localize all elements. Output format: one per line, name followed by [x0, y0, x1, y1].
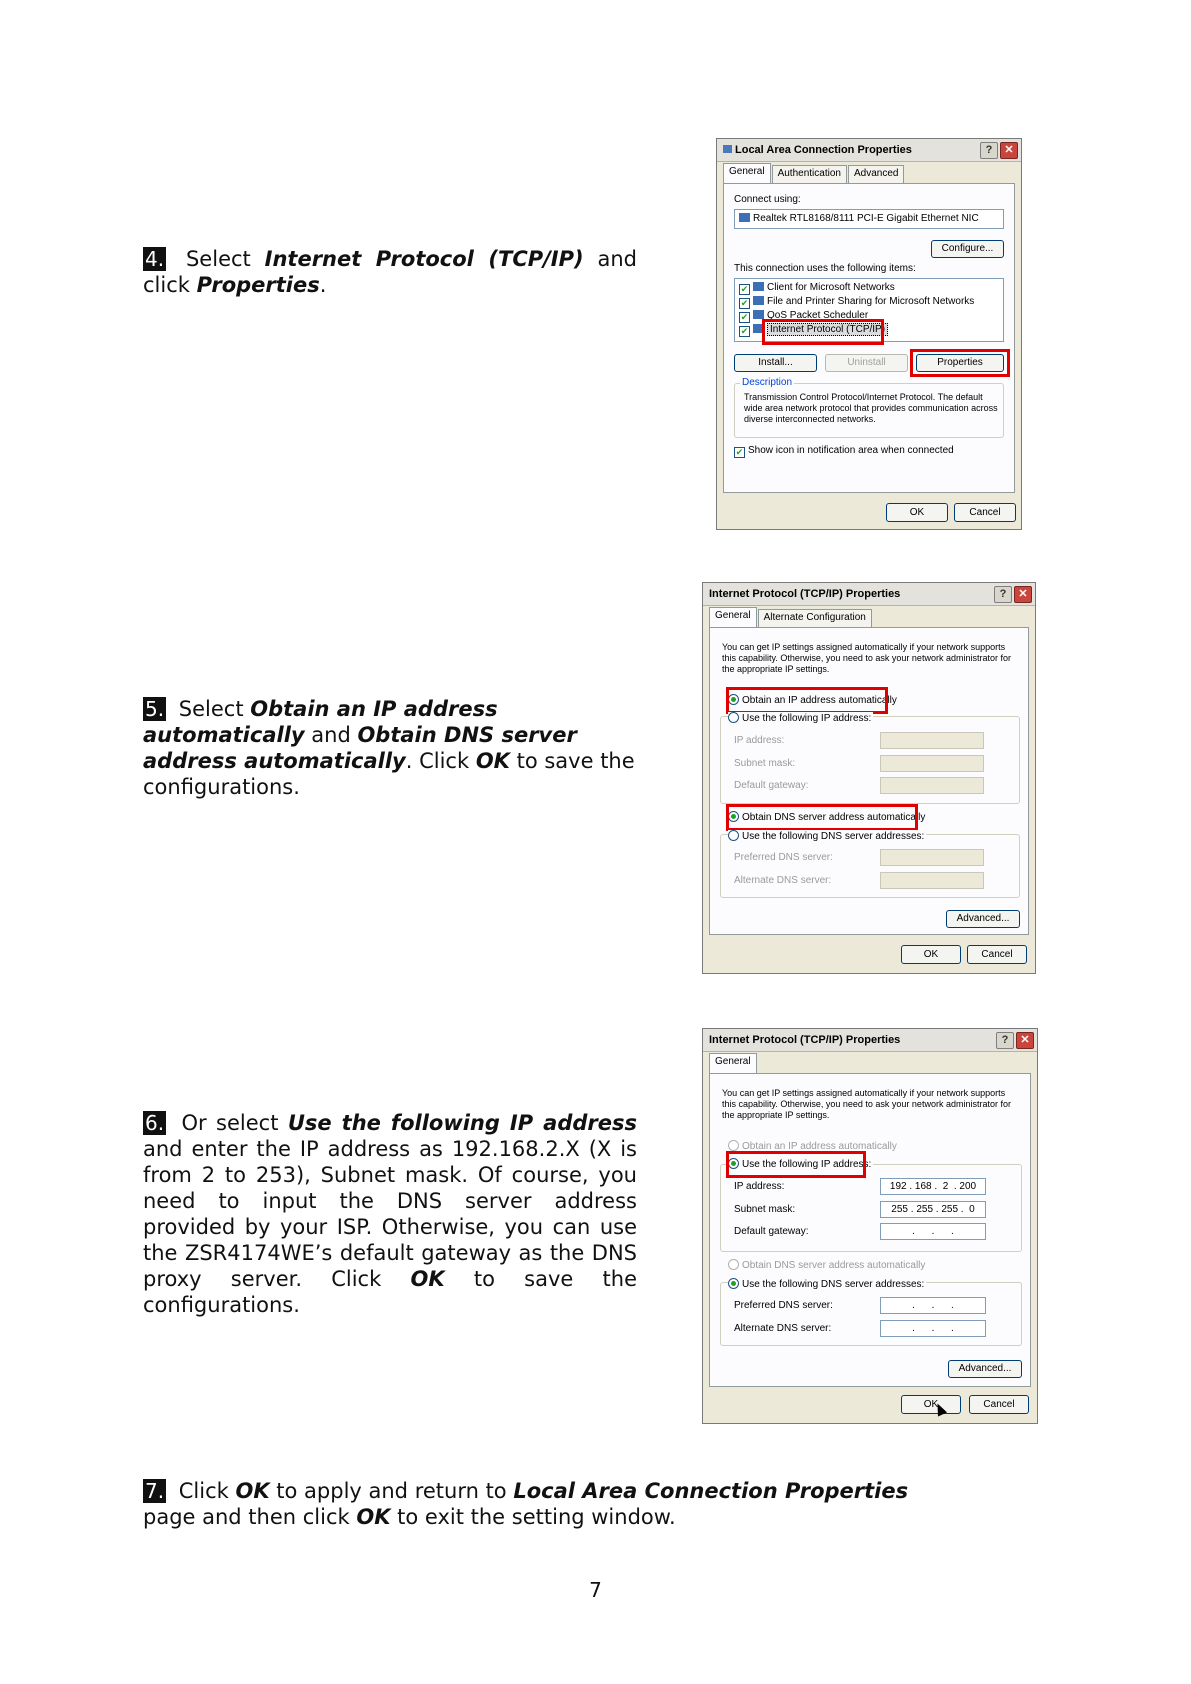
use-dns-radio[interactable]: Use the following DNS server addresses: [728, 1278, 926, 1290]
adapter-field: Realtek RTL8168/8111 PCI-E Gigabit Ethernet NIC [734, 209, 1004, 229]
radio-selected[interactable] [728, 1278, 739, 1289]
step-6-number: 6. [145, 1111, 165, 1135]
client-icon [753, 282, 764, 291]
alternate-dns-label: Alternate DNS server: [734, 1323, 832, 1334]
subnet-mask-field[interactable] [880, 755, 984, 772]
tcpip-properties-dialog-static [702, 1028, 1038, 1424]
step-5-number: 5. [145, 697, 165, 721]
dialog-titlebar: Internet Protocol (TCP/IP) Properties ? ✕ [703, 1029, 1037, 1052]
list-item-tcpip[interactable]: ✔ Internet Protocol (TCP/IP) [739, 324, 888, 337]
help-button[interactable]: ? [994, 586, 1012, 603]
tab-authentication[interactable]: Authentication [772, 165, 847, 183]
step-4-text: 4. Select Internet Protocol (TCP/IP) and click Properties. [143, 247, 638, 297]
step-7-number: 7. [145, 1479, 165, 1503]
network-icon [723, 145, 732, 153]
list-item[interactable]: ✔ File and Printer Sharing for Microsoft Networks [740, 296, 975, 308]
qos-icon [753, 310, 764, 319]
default-gateway-field[interactable] [880, 777, 984, 794]
ip-address-label: IP address: [734, 735, 785, 746]
cancel-button[interactable]: Cancel [969, 1395, 1029, 1414]
default-gateway-label: Default gateway: [734, 1226, 809, 1237]
help-button[interactable]: ? [980, 142, 998, 159]
checkbox[interactable]: ✔ [740, 326, 749, 336]
default-gateway-label: Default gateway: [734, 780, 809, 791]
tcpip-properties-dialog-auto [702, 582, 1036, 974]
preferred-dns-field[interactable] [880, 849, 984, 866]
connect-using-label: Connect using: [734, 194, 801, 205]
highlight-obtain-dns [726, 804, 918, 831]
checkbox[interactable]: ✔ [735, 447, 744, 457]
obtain-ip-radio[interactable]: Obtain an IP address automatically [728, 694, 897, 706]
general-panel [723, 183, 1015, 493]
tab-advanced[interactable]: Advanced [848, 165, 904, 183]
page-number: 7 [589, 1578, 602, 1602]
subnet-mask-field[interactable]: 255 . 255 . 255 . 0 [880, 1201, 986, 1218]
dialog-titlebar: Local Area Connection Properties ? ✕ [717, 139, 1021, 162]
internet-protocol-term: Internet Protocol (TCP/IP) [264, 247, 584, 271]
ok-button[interactable]: OK [901, 1395, 961, 1414]
properties-term: Properties [196, 273, 320, 297]
highlight-use-ip [726, 1151, 866, 1178]
adapter-icon [739, 213, 750, 222]
subnet-mask-label: Subnet mask: [734, 758, 796, 769]
description-text: Transmission Control Protocol/Internet Protocol. The default wide area network protocol that provides communication across diverse interconnected networks. [744, 392, 998, 424]
uninstall-button[interactable]: Uninstall [825, 354, 908, 372]
alternate-dns-field[interactable] [880, 872, 984, 889]
radio-unselected[interactable] [728, 1140, 739, 1151]
subnet-mask-label: Subnet mask: [734, 1204, 796, 1215]
preferred-dns-field[interactable]: . . . [880, 1297, 986, 1314]
ok-button[interactable]: OK [886, 503, 948, 522]
properties-button[interactable]: Properties [916, 354, 1004, 372]
dialog-titlebar: Internet Protocol (TCP/IP) Properties ? ✕ [703, 583, 1035, 606]
close-button[interactable]: ✕ [1016, 1032, 1034, 1049]
advanced-button[interactable]: Advanced... [946, 910, 1020, 928]
general-panel [709, 1073, 1031, 1387]
close-button[interactable]: ✕ [1000, 142, 1018, 159]
show-icon-option[interactable]: ✔ Show icon in notification area when connected [735, 445, 954, 457]
intro-text: You can get IP settings assigned automatically if your network supports this capability. Otherwise, you need to ask your network administrator for the appropriate IP settings. [722, 1088, 1011, 1120]
step-4-number: 4. [145, 247, 165, 271]
cancel-button[interactable]: Cancel [967, 945, 1027, 964]
step-5-text: 5. Select Obtain an IP address automatically and Obtain DNS server address automatically. Click OK to save the configurations. [143, 697, 635, 799]
tab-general[interactable]: General [723, 163, 771, 183]
use-ip-radio[interactable]: Use the following IP address: [728, 712, 873, 724]
advanced-button[interactable]: Advanced... [948, 1360, 1022, 1378]
local-area-connection-dialog [716, 138, 1022, 530]
highlight-tcpip [762, 319, 884, 345]
alternate-dns-label: Alternate DNS server: [734, 875, 832, 886]
description-label: Description [742, 377, 793, 388]
ok-button[interactable]: OK [901, 945, 961, 964]
use-dns-radio[interactable]: Use the following DNS server addresses: [728, 830, 926, 842]
step-6-text: 6. Or select Use the following IP address and enter the IP address as 192.168.2.X (X is from 2 to 253), Subnet mask. Of course, you need to input the DNS server address provided by your ISP. Otherwise, you can use the ZSR4174WE’s default gateway as the DNS proxy server. Click OK to save the configurations. [143, 1111, 637, 1317]
intro-text: You can get IP settings assigned automatically if your network supports this capability. Otherwise, you need to ask your network administrator for the appropriate IP settings. [722, 642, 1011, 674]
checkbox[interactable]: ✔ [740, 298, 749, 308]
sharing-icon [753, 296, 764, 305]
preferred-dns-label: Preferred DNS server: [734, 1300, 833, 1311]
checkbox[interactable]: ✔ [740, 312, 749, 322]
tab-general[interactable]: General [709, 607, 757, 627]
general-panel [709, 627, 1029, 935]
ip-address-field[interactable]: 192 . 168 . 2 . 200 [880, 1178, 986, 1195]
obtain-ip-radio[interactable]: Obtain an IP address automatically [728, 1140, 897, 1152]
radio-unselected[interactable] [728, 712, 739, 723]
help-button[interactable]: ? [996, 1032, 1014, 1049]
ip-address-label: IP address: [734, 1181, 785, 1192]
obtain-dns-radio[interactable]: Obtain DNS server address automatically [728, 1259, 925, 1271]
preferred-dns-label: Preferred DNS server: [734, 852, 833, 863]
ip-address-field[interactable] [880, 732, 984, 749]
configure-button[interactable]: Configure... [931, 240, 1004, 258]
alternate-dns-field[interactable]: . . . [880, 1320, 986, 1337]
install-button[interactable]: Install... [734, 354, 817, 372]
highlight-properties [910, 349, 1010, 377]
checkbox[interactable]: ✔ [740, 284, 749, 294]
tab-general[interactable]: General [709, 1053, 757, 1073]
close-button[interactable]: ✕ [1014, 586, 1032, 603]
list-item[interactable]: ✔ QoS Packet Scheduler [740, 310, 869, 322]
default-gateway-field[interactable]: . . . [880, 1223, 986, 1240]
radio-unselected[interactable] [728, 830, 739, 841]
radio-unselected[interactable] [728, 1259, 739, 1270]
obtain-dns-radio[interactable]: Obtain DNS server address automatically [728, 811, 925, 823]
list-item[interactable]: ✔ Client for Microsoft Networks [740, 282, 895, 294]
use-ip-radio[interactable]: Use the following IP address: [728, 1158, 873, 1170]
uses-items-label: This connection uses the following items: [734, 263, 916, 274]
highlight-obtain-ip [726, 687, 888, 714]
tab-alternate-configuration[interactable]: Alternate Configuration [758, 609, 872, 627]
cancel-button[interactable]: Cancel [954, 503, 1016, 522]
step-7-text: 7. Click OK to apply and return to Local Area Connection Properties page and then click OK to exit the setting window. [143, 1479, 909, 1529]
